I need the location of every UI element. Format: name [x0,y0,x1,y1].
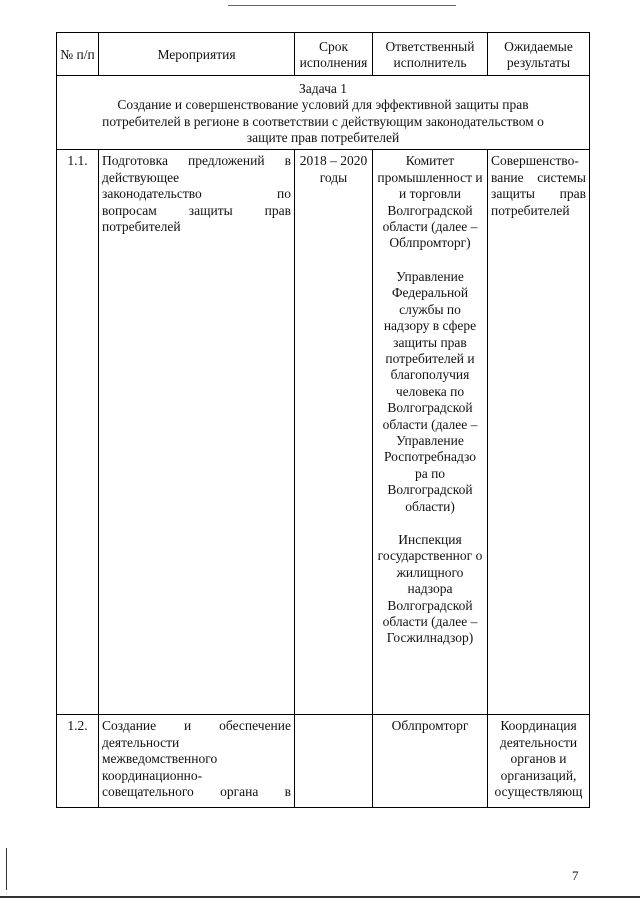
task-description-line: потребителей в регионе в соответствии с действующим законодательством о [102,113,544,129]
result-line: Координация [500,718,577,734]
measure-cell [99,150,295,715]
measure-line: Создание и обеспечение [102,718,291,734]
period-cell [295,150,373,715]
row-number: 1.2. [57,715,99,808]
result-cell [488,150,590,715]
header-number: № п/п [57,33,99,76]
measure-line: деятельности [102,734,180,750]
task-description-line: защите прав потребителей [246,130,400,146]
margin-mark [6,848,7,890]
measure-cell [99,715,295,808]
top-rule [228,5,456,6]
row-number: 1.1. [57,150,99,715]
result-line: вание системы [491,169,586,185]
measure-line: совещательного органа в [102,784,291,800]
measure-line: координационно- [102,767,203,783]
header-results: Ожидаемые результаты [488,33,590,76]
result-line: потребителей [491,202,570,218]
executor-entry: Управление Федеральной службы по надзору в сфере защиты прав потребителей и благополучия человека по Волгоградской области (далее – Управление Роспотребнадзо ра по Волгоградской области) [382,268,478,514]
measure-line: межведомственного [102,751,218,767]
table-row [57,150,590,715]
measure-line: вопросам защиты прав [102,202,291,218]
result-line: защиты прав [491,186,586,202]
page-number: 7 [572,868,579,883]
header-period: Срок исполнения [295,33,373,76]
task-title: Задача 1 [299,80,347,96]
period-line: 2018 – 2020 [299,153,368,169]
executor-cell [373,150,488,715]
bottom-rule [0,896,640,898]
result-line: осуществляющ [494,784,583,800]
measure-line: действующее [102,169,180,185]
result-line: органов и [510,751,567,767]
measures-table [56,32,590,808]
header-measures: Мероприятия [99,33,295,76]
task-description-line: Создание и совершенствование условий для эффективной защиты прав [117,97,529,113]
measure-line: Подготовка предложений в [102,153,291,169]
executor-entry: Комитет промышленност и и торговли Волгоградской области (далее – Облпромторг) [377,153,483,251]
result-cell [488,715,590,808]
result-line: деятельности [499,734,578,750]
executor-cell [373,715,488,808]
task-row [57,75,590,150]
period-cell [295,715,373,808]
executor-entry: Облпромторг [391,718,469,734]
executor-entry: Инспекция государственног о жилищного надзора Волгоградской области (далее – Госжилнадзор) [377,531,483,646]
header-executor: Ответственный исполнитель [373,33,488,76]
table-row [57,715,590,808]
measure-line: законодательство по [102,186,291,202]
result-line: Совершенство- [491,153,579,169]
measure-line: потребителей [102,219,181,235]
result-line: организаций, [500,767,577,783]
period-line: годы [319,169,348,185]
table-header-row [57,33,590,76]
task-cell [57,75,590,150]
